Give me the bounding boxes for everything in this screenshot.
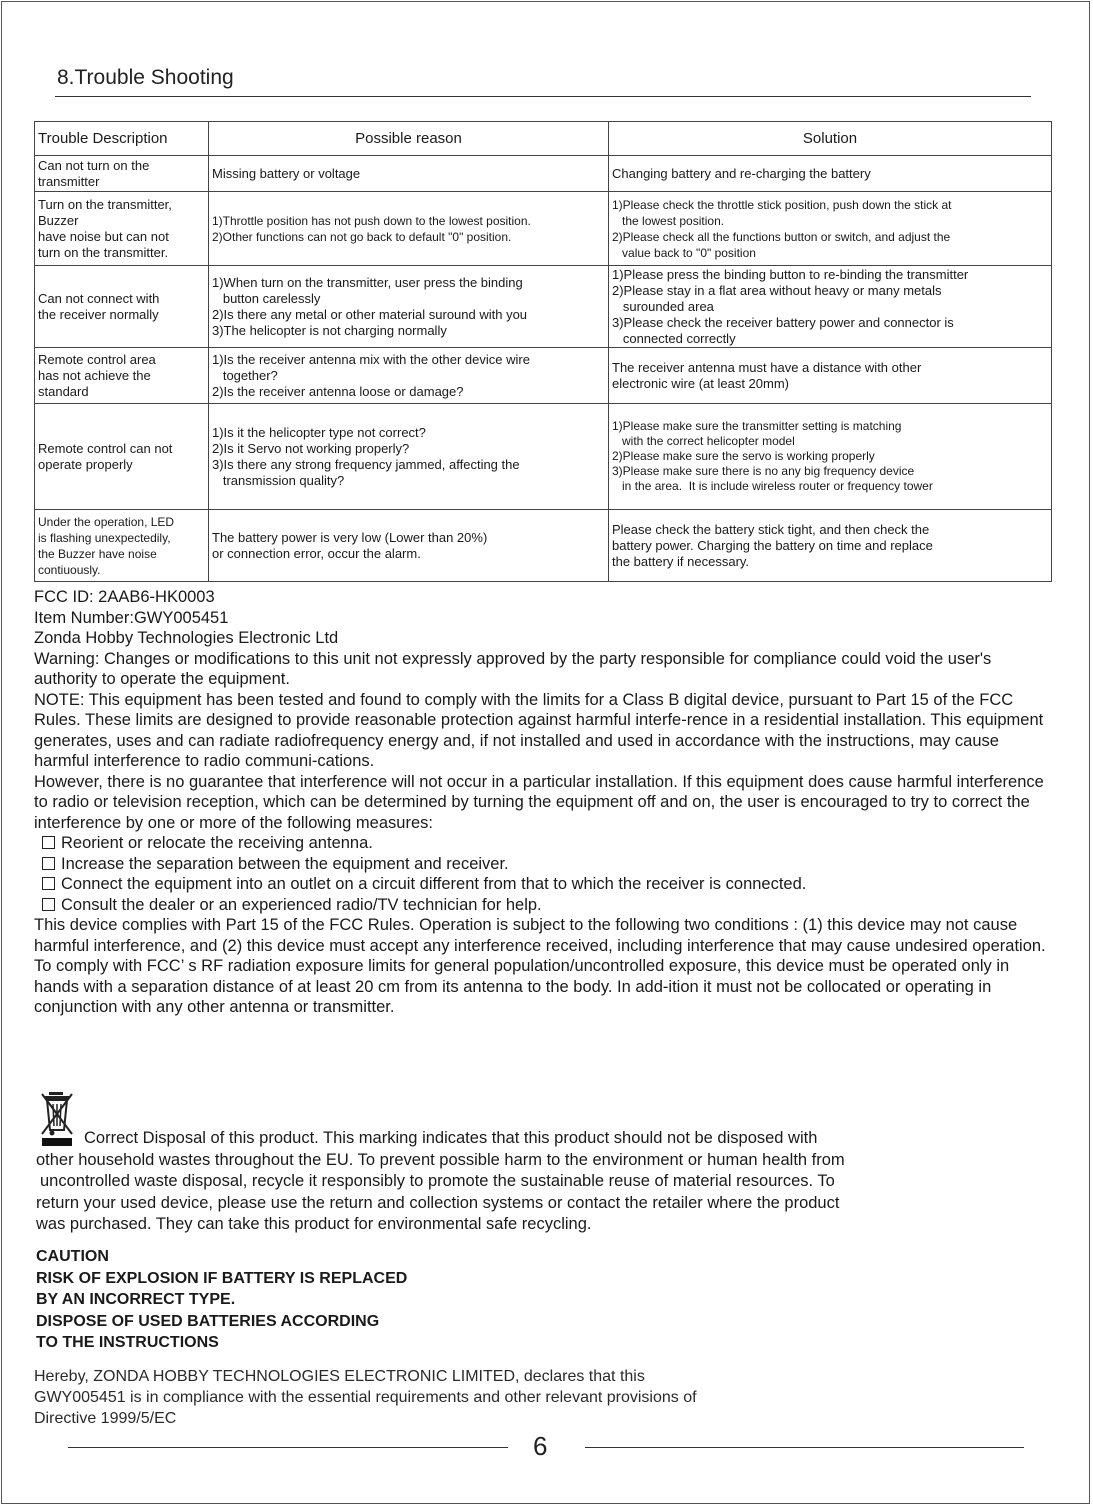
possible-reason-cell: Missing battery or voltage (209, 156, 609, 192)
checkbox-square-icon (42, 898, 55, 911)
declaration-line: GWY005451 is in compliance with the essential requirements and other relevant provisions of (34, 1389, 697, 1406)
table-row (35, 348, 1052, 404)
measure-item: Reorient or relocate the receiving antenna. (34, 833, 1054, 854)
possible-reason-cell: 1)Is it the helicopter type not correct? 2)Is it Servo not working properly? 3)Is there any strong frequency jammed, affecting the transmission quality? (209, 404, 609, 510)
trouble-description-cell: Remote control can not operate properly (35, 404, 209, 510)
checkbox-square-icon (42, 836, 55, 849)
fcc-id: FCC ID: 2AAB6-HK0003 (34, 588, 215, 606)
fcc-compliance: This device complies with Part 15 of the FCC Rules. Operation is subject to the following two conditions : (1) this device may not cause harmful interference, and (2) this device must accept any interference received, including interference that may cause undesired operation. (34, 916, 1046, 955)
trouble-description-cell: Can not turn on the transmitter (35, 156, 209, 192)
section-title: 8.Trouble Shooting (57, 66, 234, 89)
solution-cell: 1)Please make sure the transmitter setting is matching with the correct helicopter model 2)Please make sure the servo is working properly 3)Please make sure there is no any big frequency device in the area. It is include wireless router or frequency tower (609, 404, 1052, 510)
disposal-notice (34, 1128, 1064, 1236)
disposal-line: uncontrolled waste disposal, recycle it responsibly to promote the sustainable reuse of material resources. To (40, 1172, 835, 1190)
declaration-line: Directive 1999/5/EC (34, 1410, 177, 1427)
table-row (35, 266, 1052, 348)
fcc-rf-exposure: To comply with FCC’ s RF radiation exposure limits for general population/uncontrolled exposure, this device must be operated only in hands with a separation distance of at least 20 cm from its antenna to the body. In add-ition it must not be collocated or operating in conjunction with any other antenna or transmitter. (34, 957, 1010, 1016)
header-solution: Solution (609, 122, 1052, 156)
solution-cell: 1)Please check the throttle stick position, push down the stick at the lowest position. 2)Please check all the functions button or switch, and adjust the value back to "0" position (609, 192, 1052, 266)
table-header-row (35, 122, 1052, 156)
table-row (35, 192, 1052, 266)
caution-block (36, 1246, 407, 1354)
disposal-line: return your used device, please use the return and collection systems or contact the retailer where the product (36, 1193, 840, 1212)
page-number: 6 (533, 1431, 548, 1461)
trouble-description-cell: Under the operation, LED is flashing unexpectedily, the Buzzer have noise contiuously. (35, 510, 209, 582)
caution-line: DISPOSE OF USED BATTERIES ACCORDING (36, 1312, 380, 1330)
caution-line: TO THE INSTRUCTIONS (36, 1334, 219, 1351)
caution-line: RISK OF EXPLOSION IF BATTERY IS REPLACED (36, 1269, 408, 1287)
disposal-line: was purchased. They can take this product for environmental safe recycling. (36, 1215, 592, 1233)
fcc-statement (34, 587, 1054, 1018)
measure-item: Increase the separation between the equipment and receiver. (34, 854, 1054, 875)
possible-reason-cell: 1)Throttle position has not push down to the lowest position. 2)Other functions can not go back to default "0" position. (209, 192, 609, 266)
declaration-of-conformity (34, 1366, 697, 1429)
fcc-however: However, there is no guarantee that interference will not occur in a particular installation. If this equipment does cause harmful interference to radio or television reception, which can be determined by turning the equipment off and on, the user is encouraged to try to correct the interference by one or more of the following measures: (34, 772, 1044, 832)
header-trouble-description: Trouble Description (35, 122, 209, 156)
title-divider (55, 96, 1031, 97)
solution-cell: 1)Please press the binding button to re-binding the transmitter 2)Please stay in a flat area without heavy or many metals surounded area 3)Please check the receiver battery power and connector is connected correctly (609, 266, 1052, 348)
troubleshooting-table (34, 121, 1052, 582)
item-number: Item Number:GWY005451 (34, 608, 229, 627)
table-row (35, 404, 1052, 510)
trouble-description-cell: Remote control area has not achieve the standard (35, 348, 209, 404)
possible-reason-cell: The battery power is very low (Lower than 20%) or connection error, occur the alarm. (209, 510, 609, 582)
header-possible-reason: Possible reason (209, 122, 609, 156)
fcc-note: NOTE: This equipment has been tested and found to comply with the limits for a Class B digital device, pursuant to Part 15 of the FCC Rules. These limits are designed to provide reasonable protection against harmful interfe-rence in a residential installation. This equipment generates, uses and can radiate radiofrequency energy and, if not installed and used in accordance with the instructions, may cause harmful interference to radio communi-cations. (34, 690, 1044, 770)
caution-line: BY AN INCORRECT TYPE. (36, 1291, 236, 1308)
footer-rule-right (585, 1447, 1024, 1448)
checkbox-square-icon (42, 857, 55, 870)
disposal-line: Correct Disposal of this product. This marking indicates that this product should not be disposed with (84, 1129, 818, 1147)
disposal-line: other household wastes throughout the EU. To prevent possible harm to the environment or human health from (36, 1150, 845, 1169)
table-row (35, 156, 1052, 192)
table-row (35, 510, 1052, 582)
solution-cell: Changing battery and re-charging the battery (609, 156, 1052, 192)
measure-item: Connect the equipment into an outlet on a circuit different from that to which the receiver is connected. (34, 874, 1054, 895)
checkbox-square-icon (42, 877, 55, 890)
trouble-description-cell: Can not connect with the receiver normally (35, 266, 209, 348)
declaration-line: Hereby, ZONDA HOBBY TECHNOLOGIES ELECTRONIC LIMITED, declares that this (34, 1368, 645, 1385)
caution-heading: CAUTION (36, 1248, 109, 1265)
footer-rule-left (68, 1447, 508, 1448)
company-name: Zonda Hobby Technologies Electronic Ltd (34, 629, 339, 647)
possible-reason-cell: 1)When turn on the transmitter, user press the binding button carelessly 2)Is there any metal or other material suround with you 3)The helicopter is not charging normally (209, 266, 609, 348)
solution-cell: Please check the battery stick tight, and then check the battery power. Charging the battery on time and replace the battery if necessary. (609, 510, 1052, 582)
solution-cell: The receiver antenna must have a distance with other electronic wire (at least 20mm) (609, 348, 1052, 404)
fcc-warning: Warning: Changes or modifications to this unit not expressly approved by the party responsible for compliance could void the user's authority to operate the equipment. (34, 649, 992, 688)
trouble-description-cell: Turn on the transmitter, Buzzer have noise but can not turn on the transmitter. (35, 192, 209, 266)
possible-reason-cell: 1)Is the receiver antenna mix with the other device wire together? 2)Is the receiver antenna loose or damage? (209, 348, 609, 404)
measure-item: Consult the dealer or an experienced radio/TV technician for help. (34, 895, 1054, 916)
